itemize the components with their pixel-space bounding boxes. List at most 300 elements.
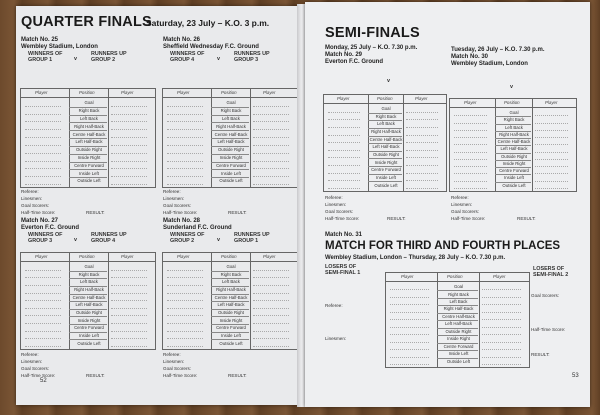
player-entry-line <box>111 129 147 130</box>
match-venue: Everton F.C. Ground <box>21 225 80 231</box>
half-time-label: Half-Time Score: <box>163 373 198 378</box>
player-entry-line <box>535 159 568 160</box>
position-label: Right Back <box>78 108 100 114</box>
table-row-divider <box>69 107 107 108</box>
player-entry-line <box>111 168 147 169</box>
table-row-divider <box>211 122 249 123</box>
table-row-divider <box>368 166 402 167</box>
header-player: Player <box>121 254 134 259</box>
player-entry-line <box>406 142 438 143</box>
match-number: Match No. 31 <box>325 232 363 238</box>
versus-label: v <box>217 237 220 243</box>
position-label: Left Half-Back <box>372 144 400 150</box>
position-label: Left Back <box>505 124 523 130</box>
right-page <box>305 2 590 407</box>
player-entry-line <box>111 137 147 138</box>
team-b-label: LOSERS OF SEMI-FINAL 2 <box>533 266 569 278</box>
position-label: Centre Half-Back <box>442 313 475 319</box>
table-row-divider <box>211 177 249 178</box>
table-row-divider <box>495 160 531 161</box>
table-row-divider <box>437 290 478 291</box>
player-entry-line <box>25 277 61 278</box>
player-entry-line <box>390 327 429 328</box>
team-sheet-table <box>385 272 530 368</box>
header-player: Player <box>464 100 477 105</box>
page-subtitle: Saturday, 23 July – K.O. 3 p.m. <box>146 18 270 28</box>
position-label: Inside Right <box>77 317 101 323</box>
position-label: Outside Right <box>500 153 528 159</box>
player-entry-line <box>167 161 203 162</box>
position-label: Left Back <box>449 299 468 305</box>
linesmen-label: Linesmen: <box>325 336 347 341</box>
section-title: MATCH FOR THIRD AND FOURTH PLACES <box>325 240 561 252</box>
table-row-divider <box>211 271 249 272</box>
player-entry-line <box>111 184 147 185</box>
player-entry-line <box>111 331 147 332</box>
position-label: Right Half-Back <box>499 131 529 137</box>
table-row-divider <box>368 143 402 144</box>
player-entry-line <box>111 106 147 107</box>
player-entry-line <box>25 323 61 324</box>
player-entry-line <box>482 357 521 358</box>
position-label: Outside Right <box>445 328 472 334</box>
player-entry-line <box>25 161 61 162</box>
player-entry-line <box>111 323 147 324</box>
position-label: Inside Left <box>221 332 241 338</box>
table-row-divider <box>495 153 531 154</box>
table-row-divider <box>211 339 249 340</box>
player-entry-line <box>253 161 289 162</box>
position-label: Inside Right <box>374 159 398 165</box>
player-entry-line <box>253 277 289 278</box>
position-label: Right Back <box>375 113 397 119</box>
team-a-label: LOSERS OF SEMI-FINAL 1 <box>325 264 361 276</box>
table-row-divider <box>211 107 249 108</box>
player-entry-line <box>253 184 289 185</box>
goal-scorers-label: Goal Scorers: <box>21 366 50 371</box>
player-entry-line <box>454 188 487 189</box>
result-label: RESULT: <box>228 210 247 215</box>
table-row-divider <box>495 124 531 125</box>
position-label: Goal <box>453 284 464 290</box>
player-entry-line <box>390 319 429 320</box>
player-entry-line <box>111 308 147 309</box>
player-entry-line <box>167 270 203 271</box>
goal-scorers-label: Goal Scorers: <box>163 366 192 371</box>
position-label: Inside Left <box>79 170 99 176</box>
position-label: Right Half-Back <box>74 123 104 129</box>
table-row-divider <box>437 313 478 314</box>
player-entry-line <box>25 121 61 122</box>
player-entry-line <box>328 157 360 158</box>
player-entry-line <box>535 181 568 182</box>
table-row-divider <box>69 138 107 139</box>
table-row-divider <box>437 350 478 351</box>
player-entry-line <box>25 168 61 169</box>
player-entry-line <box>111 315 147 316</box>
player-entry-line <box>25 285 61 286</box>
player-entry-line <box>454 137 487 138</box>
table-row-divider <box>211 162 249 163</box>
table-row-divider <box>368 158 402 159</box>
position-label: Inside Right <box>502 160 526 166</box>
table-row-divider <box>368 136 402 137</box>
page-title: QUARTER FINALS <box>21 14 152 30</box>
player-entry-line <box>111 300 147 301</box>
position-label: Outside Left <box>77 178 101 184</box>
player-entry-line <box>167 184 203 185</box>
player-entry-line <box>482 297 521 298</box>
result-label: RESULT: <box>517 216 536 221</box>
player-entry-line <box>253 121 289 122</box>
player-entry-line <box>253 153 289 154</box>
goal-scorers-label: Goal Scorers: <box>325 209 354 214</box>
position-label: Right Back <box>503 117 525 123</box>
position-label: Left Half-Back <box>75 302 103 308</box>
player-entry-line <box>111 285 147 286</box>
player-entry-line <box>328 112 360 113</box>
table-row-divider <box>69 339 107 340</box>
table-row-divider <box>495 182 531 183</box>
header-position: Position <box>221 90 237 95</box>
table-row-divider <box>69 294 107 295</box>
player-entry-line <box>167 121 203 122</box>
table-row-divider <box>437 343 478 344</box>
match-venue: Sheffield Wednesday F.C. Ground <box>163 44 259 50</box>
table-row-divider <box>69 115 107 116</box>
player-entry-line <box>454 166 487 167</box>
position-label: Centre Half-Back <box>72 131 106 137</box>
table-row-divider <box>69 324 107 325</box>
goal-scorers-label: Goal Scorers: <box>531 293 560 298</box>
player-entry-line <box>25 129 61 130</box>
table-row-divider <box>69 332 107 333</box>
team-sheet-table <box>20 88 156 188</box>
table-row-divider <box>211 286 249 287</box>
table-row-divider <box>69 286 107 287</box>
player-entry-line <box>406 180 438 181</box>
player-entry-line <box>253 308 289 309</box>
table-row-divider <box>69 122 107 123</box>
table-row-divider <box>437 298 478 299</box>
header-player: Player <box>35 90 48 95</box>
match-number: Match No. 27 <box>21 218 59 224</box>
player-entry-line <box>25 346 61 347</box>
player-entry-line <box>167 323 203 324</box>
table-row-divider <box>69 177 107 178</box>
position-label: Inside Right <box>219 317 243 323</box>
position-label: Goal <box>226 264 236 270</box>
player-entry-line <box>253 300 289 301</box>
position-label: Inside Left <box>504 175 524 181</box>
player-entry-line <box>253 114 289 115</box>
linesmen-label: Linesmen: <box>325 202 347 207</box>
table-row-divider <box>69 301 107 302</box>
table-row-divider <box>69 309 107 310</box>
player-entry-line <box>535 173 568 174</box>
position-label: Left Back <box>222 279 240 285</box>
player-entry-line <box>535 166 568 167</box>
team-b-label: RUNNERS UP GROUP 4 <box>91 232 127 244</box>
page-title: SEMI-FINALS <box>325 25 420 41</box>
position-label: Right Back <box>448 291 469 297</box>
position-label: Outside Right <box>75 310 103 316</box>
player-entry-line <box>111 270 147 271</box>
table-row-divider <box>211 301 249 302</box>
position-label: Goal <box>84 100 94 106</box>
match-number: Match No. 26 <box>163 37 201 43</box>
player-entry-line <box>253 106 289 107</box>
position-label: Left Back <box>222 115 240 121</box>
player-entry-line <box>482 312 521 313</box>
position-label: Outside Right <box>75 147 103 153</box>
table-row-divider <box>368 174 402 175</box>
referee-label: Referee: <box>163 352 181 357</box>
half-time-label: Half-Time Score: <box>325 216 360 221</box>
team-b-label: RUNNERS UP GROUP 1 <box>234 232 270 244</box>
player-entry-line <box>328 135 360 136</box>
header-player: Player <box>415 96 428 101</box>
half-time-label: Half-Time Score: <box>21 210 56 215</box>
player-entry-line <box>482 364 521 365</box>
position-label: Centre Half-Back <box>369 136 403 142</box>
team-a-label: WINNERS OF GROUP 4 <box>170 51 205 63</box>
header-position: Position <box>377 96 393 101</box>
table-row-divider <box>69 169 107 170</box>
position-label: Inside Left <box>448 351 469 357</box>
player-entry-line <box>111 121 147 122</box>
table-row-divider <box>69 146 107 147</box>
position-label: Inside Left <box>221 170 241 176</box>
page-number: 52 <box>40 378 47 384</box>
table-row-divider <box>211 324 249 325</box>
position-label: Outside Right <box>372 152 400 158</box>
table-row-divider <box>211 278 249 279</box>
player-entry-line <box>25 270 61 271</box>
match-venue: Wembley Stadium, London <box>21 44 98 50</box>
player-entry-line <box>535 123 568 124</box>
position-label: Outside Right <box>217 147 245 153</box>
player-entry-line <box>167 315 203 316</box>
position-label: Goal <box>381 106 391 112</box>
match-venue: Sunderland F.C. Ground <box>163 225 232 231</box>
player-entry-line <box>167 137 203 138</box>
player-entry-line <box>535 188 568 189</box>
player-entry-line <box>25 300 61 301</box>
player-entry-line <box>253 285 289 286</box>
player-entry-line <box>406 173 438 174</box>
linesmen-label: Linesmen: <box>21 196 43 201</box>
table-row-divider <box>211 115 249 116</box>
player-entry-line <box>454 144 487 145</box>
player-entry-line <box>454 123 487 124</box>
player-entry-line <box>406 157 438 158</box>
player-entry-line <box>25 106 61 107</box>
player-entry-line <box>25 293 61 294</box>
match-number: Match No. 29 <box>325 52 363 58</box>
player-entry-line <box>390 334 429 335</box>
player-entry-line <box>390 304 429 305</box>
table-row-divider <box>211 146 249 147</box>
match-venue: Wembley Stadium, London <box>451 61 528 67</box>
position-label: Centre Forward <box>216 162 246 168</box>
table-row-divider <box>211 294 249 295</box>
goal-scorers-label: Goal Scorers: <box>451 209 480 214</box>
linesmen-label: Linesmen: <box>163 196 185 201</box>
player-entry-line <box>390 297 429 298</box>
header-player: Player <box>35 254 48 259</box>
player-entry-line <box>535 144 568 145</box>
table-row-divider <box>495 174 531 175</box>
player-entry-line <box>482 319 521 320</box>
player-entry-line <box>167 168 203 169</box>
player-entry-line <box>167 346 203 347</box>
position-label: Left Half-Back <box>500 146 528 152</box>
position-label: Right Back <box>220 271 242 277</box>
header-player: Player <box>263 254 276 259</box>
table-row-divider <box>495 145 531 146</box>
position-label: Left Half-Back <box>217 302 245 308</box>
player-entry-line <box>25 315 61 316</box>
team-b-label: RUNNERS UP GROUP 2 <box>91 51 127 63</box>
referee-label: Referee: <box>325 195 343 200</box>
player-entry-line <box>253 176 289 177</box>
linesmen-label: Linesmen: <box>163 359 185 364</box>
table-row-divider <box>495 131 531 132</box>
player-entry-line <box>482 349 521 350</box>
referee-label: Referee: <box>21 352 39 357</box>
match-venue: Everton F.C. Ground <box>325 59 384 65</box>
header-position: Position <box>79 254 95 259</box>
player-entry-line <box>25 176 61 177</box>
header-player: Player <box>493 274 506 279</box>
referee-label: Referee: <box>163 189 181 194</box>
table-row-divider <box>368 120 402 121</box>
team-a-label: WINNERS OF GROUP 1 <box>28 51 63 63</box>
player-entry-line <box>390 289 429 290</box>
player-entry-line <box>25 145 61 146</box>
match-venue-date: Wembley Stadium, London – Thursday, 28 July – K.O. 7.30 p.m. <box>325 255 506 261</box>
table-row-divider <box>69 130 107 131</box>
versus-label: v <box>217 56 220 62</box>
position-label: Right Back <box>78 271 100 277</box>
player-entry-line <box>328 119 360 120</box>
table-row-divider <box>69 316 107 317</box>
page-number: 53 <box>572 373 579 379</box>
position-label: Inside Right <box>447 336 470 342</box>
player-entry-line <box>482 334 521 335</box>
table-row-divider <box>211 332 249 333</box>
linesmen-label: Linesmen: <box>21 359 43 364</box>
player-entry-line <box>167 293 203 294</box>
result-label: RESULT: <box>86 373 105 378</box>
player-entry-line <box>390 349 429 350</box>
team-sheet-table <box>162 88 298 188</box>
player-entry-line <box>328 142 360 143</box>
player-entry-line <box>167 338 203 339</box>
header-player: Player <box>263 90 276 95</box>
team-sheet-table <box>449 98 577 192</box>
player-entry-line <box>390 342 429 343</box>
table-row-divider <box>495 138 531 139</box>
player-entry-line <box>390 364 429 365</box>
table-row-divider <box>437 320 478 321</box>
player-entry-line <box>482 304 521 305</box>
match-number: Match No. 28 <box>163 218 201 224</box>
player-entry-line <box>535 137 568 138</box>
player-entry-line <box>406 119 438 120</box>
half-time-label: Half-Time Score: <box>21 373 56 378</box>
player-entry-line <box>111 338 147 339</box>
team-b-label: RUNNERS UP GROUP 3 <box>234 51 270 63</box>
player-entry-line <box>328 180 360 181</box>
player-entry-line <box>111 293 147 294</box>
match-date: Monday, 25 July – K.O. 7.30 p.m. <box>325 45 418 51</box>
player-entry-line <box>253 331 289 332</box>
table-row-divider <box>368 181 402 182</box>
result-label: RESULT: <box>531 352 550 357</box>
header-player: Player <box>401 274 414 279</box>
player-entry-line <box>25 184 61 185</box>
position-label: Left Back <box>80 115 98 121</box>
table-row-divider <box>69 154 107 155</box>
referee-label: Referee: <box>325 303 343 308</box>
referee-label: Referee: <box>21 189 39 194</box>
player-entry-line <box>390 312 429 313</box>
position-label: Goal <box>226 100 236 106</box>
position-label: Centre Forward <box>499 168 529 174</box>
player-entry-line <box>25 137 61 138</box>
half-time-label: Half-Time Score: <box>451 216 486 221</box>
result-label: RESULT: <box>228 373 247 378</box>
player-entry-line <box>454 181 487 182</box>
table-row-divider <box>495 116 531 117</box>
table-row-divider <box>211 130 249 131</box>
position-label: Centre Forward <box>443 343 474 349</box>
player-entry-line <box>253 270 289 271</box>
match-number: Match No. 25 <box>21 37 59 43</box>
linesmen-label: Linesmen: <box>451 202 473 207</box>
table-row-divider <box>437 335 478 336</box>
position-label: Outside Left <box>219 178 243 184</box>
player-entry-line <box>328 150 360 151</box>
table-row-divider <box>69 162 107 163</box>
player-entry-line <box>406 127 438 128</box>
player-entry-line <box>253 145 289 146</box>
table-row-divider <box>211 138 249 139</box>
table-row-divider <box>211 169 249 170</box>
player-entry-line <box>328 127 360 128</box>
table-row-divider <box>368 128 402 129</box>
player-entry-line <box>454 152 487 153</box>
player-entry-line <box>406 112 438 113</box>
header-position: Position <box>504 100 520 105</box>
position-label: Inside Left <box>376 174 396 180</box>
player-entry-line <box>253 315 289 316</box>
position-label: Outside Left <box>446 358 471 364</box>
player-entry-line <box>535 152 568 153</box>
team-sheet-table <box>162 252 298 350</box>
position-label: Inside Right <box>219 155 243 161</box>
position-label: Left Half-Back <box>217 139 245 145</box>
team-sheet-table <box>20 252 156 350</box>
header-player: Player <box>177 90 190 95</box>
player-entry-line <box>482 289 521 290</box>
left-page <box>16 6 299 405</box>
table-row-divider <box>211 316 249 317</box>
team-sheet-table <box>323 94 447 192</box>
player-entry-line <box>454 159 487 160</box>
